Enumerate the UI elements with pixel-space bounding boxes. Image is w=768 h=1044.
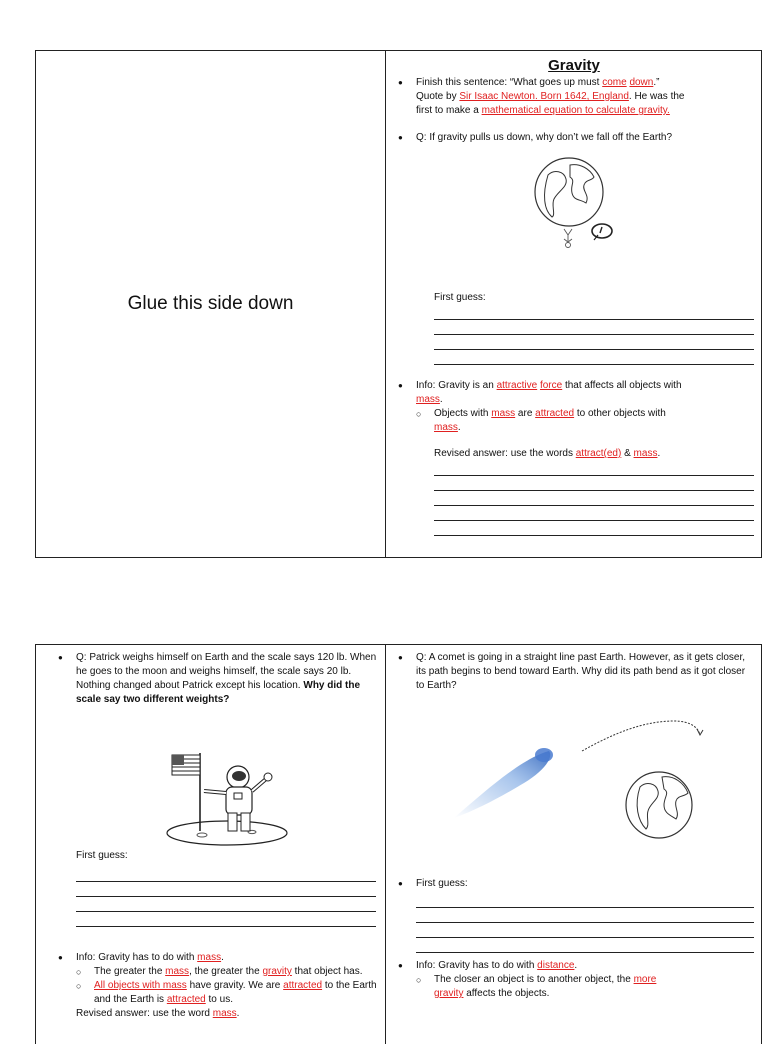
sub-closer-object: ○ The closer an object is to another object, the more gravity affects the objects. (394, 973, 754, 1001)
gravity-notes-column (394, 57, 754, 459)
question-finish-sentence: ● Finish this sentence: “What goes up must come down.” Quote by Sir Isaac Newton. Born 1642, England. He was the first to make a mathematical equation to calculate gravity. (394, 76, 754, 118)
bottom-foldable-card (35, 644, 762, 1044)
revised-answer-label: Revised answer: use the words attract(ed) & mass. (434, 448, 661, 459)
question-fall-off-earth: ● Q: If gravity pulls us down, why don’t we fall off the Earth? (394, 131, 754, 145)
first-guess-block (394, 877, 754, 953)
sub-objects-with-mass: ○ Objects with mass are attracted to other objects with mass. (394, 407, 754, 435)
gravity-title: Gravity (548, 57, 600, 74)
question-comet-path: ● Q: A comet is going in a straight line past Earth. However, as it gets closer, its path begins to bend toward Earth. Why did its path bend as it got closer to Earth? (394, 651, 754, 693)
first-guess-block (434, 291, 754, 365)
answer-equation: mathematical equation to calculate gravity. (481, 105, 670, 116)
card-divider (385, 645, 386, 1044)
revised-answer-lines (434, 461, 754, 536)
sub-all-objects: ○ All objects with mass have gravity. We are attracted to the Earth and the Earth is attracted to us. (54, 979, 379, 1007)
answer-down: down (629, 77, 654, 88)
info-attractive-force: ● Info: Gravity is an attractive force that affects all objects with mass. ○ Objects with mass are attracted to other objects with mass. Revised answer: use the words attract(ed) & mass. (394, 379, 754, 536)
card-divider (385, 51, 386, 557)
earth-with-person-illustration (534, 155, 644, 253)
top-foldable-card (35, 50, 762, 558)
glue-label: Glue this side down (127, 293, 294, 314)
astronaut-on-moon-illustration (162, 747, 292, 847)
sub-greater-mass: ○ The greater the mass, the greater the gravity that object has. (54, 965, 379, 979)
patrick-question-column (54, 651, 379, 1019)
info-gravity-mass: ● Info: Gravity has to do with mass. ○ The greater the mass, the greater the gravity that object has. ○ All objects with mass have gravity. We are attracted to the Earth and the Earth is attracted to us. Revised answer: use the word mass. (54, 951, 379, 1021)
info-gravity-distance: ● Info: Gravity has to do with distance. ○ The closer an object is to another object, the more gravity affects the objects. (394, 959, 754, 1001)
answer-come: come (602, 77, 627, 88)
first-guess-lines (76, 867, 376, 927)
first-guess-block (76, 849, 376, 927)
answer-newton: Sir Isaac Newton. Born 1642, England (459, 91, 629, 102)
first-guess-label: First guess: (76, 850, 128, 861)
first-guess-label: ● First guess: (394, 877, 754, 891)
comet-question-column (394, 651, 754, 999)
first-guess-lines (412, 305, 754, 365)
comet-near-earth-illustration (394, 713, 714, 853)
first-guess-label: First guess: (434, 292, 486, 303)
revised-answer-label: Revised answer: use the word mass. (76, 1008, 240, 1019)
first-guess-lines (416, 893, 754, 953)
question-patrick-weight: ● Q: Patrick weighs himself on Earth and the scale says 120 lb. When he goes to the moon and weighs himself, the scale says 20 lb. Nothing changed about Patrick except his location. Why did the scale say two different weights? (54, 651, 379, 707)
